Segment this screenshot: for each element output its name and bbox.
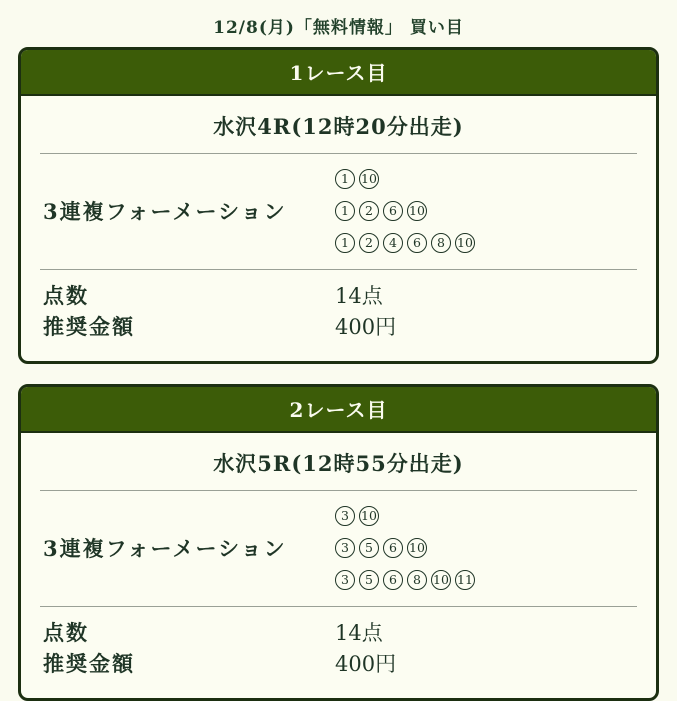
horse-number-circle: 6 <box>407 233 427 253</box>
horse-number-circle: 11 <box>455 570 475 590</box>
race-2-title: 水沢5R(12時55分出走) <box>213 451 464 476</box>
number-row <box>335 163 475 195</box>
recommended-amount-label: 推奨金額 <box>43 313 135 339</box>
horse-number-circle: 6 <box>383 201 403 221</box>
race-card-1-header: 1レース目 <box>21 50 656 96</box>
number-row <box>335 227 475 259</box>
recommended-amount-row <box>21 647 656 678</box>
horse-number-circle: 2 <box>359 233 379 253</box>
horse-number-circle: 3 <box>335 570 355 590</box>
horse-number-circle: 6 <box>383 570 403 590</box>
horse-number-circle: 8 <box>431 233 451 253</box>
race-1-stats <box>21 270 656 361</box>
recommended-amount-label: 推奨金額 <box>43 650 135 676</box>
race-1-formation-section <box>21 154 656 269</box>
horse-number-circle: 10 <box>359 169 379 189</box>
horse-number-circle: 10 <box>431 570 451 590</box>
points-label: 点数 <box>43 619 89 645</box>
horse-number-circle: 10 <box>359 506 379 526</box>
horse-number-circle: 5 <box>359 570 379 590</box>
bet-type-label: 3連複フォーメーション <box>43 199 287 224</box>
horse-number-circle: 8 <box>407 570 427 590</box>
horse-number-circle: 1 <box>335 201 355 221</box>
points-value: 14点 <box>335 283 383 308</box>
horse-number-circle: 1 <box>335 233 355 253</box>
race-card-1 <box>18 47 659 364</box>
recommended-amount-row <box>21 310 656 341</box>
horse-number-circle: 3 <box>335 538 355 558</box>
points-value: 14点 <box>335 620 383 645</box>
number-row <box>335 500 475 532</box>
recommended-amount-value: 400円 <box>335 314 397 339</box>
race-1-formation-rows <box>335 163 475 259</box>
number-row <box>335 564 475 596</box>
points-label: 点数 <box>43 282 89 308</box>
horse-number-circle: 10 <box>407 201 427 221</box>
number-row <box>335 195 475 227</box>
race-card-2-body <box>21 433 656 698</box>
horse-number-circle: 3 <box>335 506 355 526</box>
race-card-2 <box>18 384 659 701</box>
horse-number-circle: 10 <box>455 233 475 253</box>
recommended-amount-value: 400円 <box>335 651 397 676</box>
number-row <box>335 532 475 564</box>
bet-type-label: 3連複フォーメーション <box>43 536 287 561</box>
horse-number-circle: 6 <box>383 538 403 558</box>
race-2-formation-section <box>21 491 656 606</box>
horse-number-circle: 5 <box>359 538 379 558</box>
horse-number-circle: 2 <box>359 201 379 221</box>
race-2-stats <box>21 607 656 698</box>
race-card-2-header: 2レース目 <box>21 387 656 433</box>
race-card-1-body <box>21 96 656 361</box>
race-2-formation-rows <box>335 500 475 596</box>
points-row <box>21 616 656 647</box>
horse-number-circle: 1 <box>335 169 355 189</box>
page-title: 12/8(月)「無料情報」 買い目 <box>213 18 464 38</box>
horse-number-circle: 4 <box>383 233 403 253</box>
horse-number-circle: 10 <box>407 538 427 558</box>
race-1-title: 水沢4R(12時20分出走) <box>213 114 464 139</box>
points-row <box>21 279 656 310</box>
